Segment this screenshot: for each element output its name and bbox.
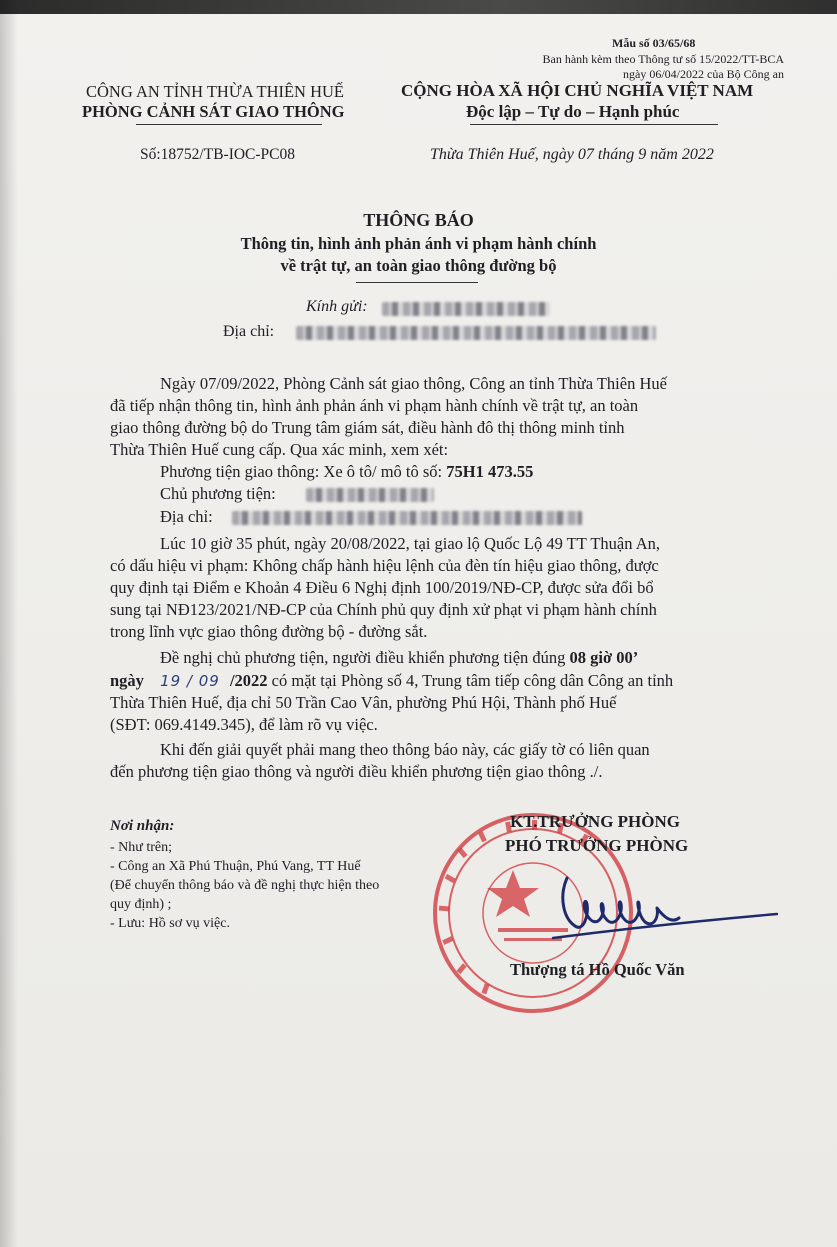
appointment-year: /2022 [229,671,268,690]
redacted-recipient [382,302,550,316]
form-number: Mẫu số 03/65/68 [612,36,696,50]
body-line: Ngày 07/09/2022, Phòng Cảnh sát giao thông, Công an tỉnh Thừa Thiên Huế [160,374,667,393]
issued-with-line: Ban hành kèm theo Thông tư số 15/2022/TT-BCA [542,52,784,66]
recipient-item: quy định) ; [110,897,172,912]
date-label: ngày [110,671,144,690]
recipients-list [110,838,379,933]
body-line: Thừa Thiên Huế cung cấp. Qua xác minh, xem xét: [110,440,449,459]
nation-motto: Độc lập – Tự do – Hạnh phúc [466,102,680,121]
signer-name: Thượng tá Hồ Quốc Văn [510,960,685,979]
license-plate: 75H1 473.55 [446,462,534,481]
redacted-owner [306,488,434,502]
recipients-title: Nơi nhận: [110,818,175,834]
signature-title-1: KT.TRƯỞNG PHÒNG [510,812,680,831]
recipient-item: - Công an Xã Phú Thuận, Phú Vang, TT Huế [110,859,361,874]
body-line: có dấu hiệu vi phạm: Không chấp hành hiệu lệnh của đèn tín hiệu giao thông, được [110,556,659,575]
request-text: Đề nghị chủ phương tiện, người điều khiển phương tiện đúng [160,648,570,667]
request-line [160,648,638,668]
agency-name: CÔNG AN TỈNH THỪA THIÊN HUẾ [86,82,345,101]
body-line: quy định tại Điểm e Khoản 4 Điều 6 Nghị định 100/2019/NĐ-CP, được sửa đổi bổ [110,578,654,597]
body-line: giao thông đường bộ do Trung tâm giám sát, điều hành đô thị thông minh tỉnh [110,418,625,437]
subtitle-underline [356,282,478,283]
owner-address-label: Địa chỉ: [160,507,213,526]
scan-top-edge [0,0,837,14]
department-name: PHÒNG CẢNH SÁT GIAO THÔNG [82,102,345,121]
appointment-time: 08 giờ 00’ [569,648,639,667]
issued-with-note [484,52,784,82]
scan-shadow [0,0,18,1247]
agency-underline [136,124,322,125]
redacted-address [296,326,656,340]
document-subtitle-2: về trật tự, an toàn giao thông đường bộ [280,256,557,275]
nation-name: CỘNG HÒA XÃ HỘI CHỦ NGHĨA VIỆT NAM [401,81,754,100]
body-line: đã tiếp nhận thông tin, hình ảnh phản ánh vi phạm hành chính về trật tự, an toàn [110,396,639,415]
body-line: Thừa Thiên Huế, địa chỉ 50 Trần Cao Vân, phường Phú Hội, Thành phố Huế [110,693,617,712]
handwritten-date: 19 / 09 [160,672,220,690]
document-number: Số:18752/TB-IOC-PC08 [140,146,296,163]
request-text: có mặt tại Phòng số 4, Trung tâm tiếp công dân Công an tỉnh [267,671,674,690]
request-date-line [110,671,673,691]
body-line: đến phương tiện giao thông và người điều khiển phương tiện giao thông ./. [110,762,603,781]
body-line: Lúc 10 giờ 35 phút, ngày 20/08/2022, tại giao lộ Quốc Lộ 49 TT Thuận An, [160,534,661,553]
body-line: (SĐT: 069.4149.345), để làm rõ vụ việc. [110,715,378,734]
body-line: trong lĩnh vực giao thông đường bộ - đường sắt. [110,622,428,641]
signature-title-2: PHÓ TRƯỞNG PHÒNG [505,836,689,855]
document-subtitle-1: Thông tin, hình ảnh phản ánh vi phạm hành chính [240,234,597,253]
redacted-owner-address [232,511,582,525]
recipient-item: (Để chuyển thông báo và đề nghị thực hiện theo [110,878,380,893]
place-date: Thừa Thiên Huế, ngày 07 tháng 9 năm 2022 [430,146,714,163]
recipient-item: - Như trên; [110,840,173,855]
vehicle-label: Phương tiện giao thông: Xe ô tô/ mô tô số: [160,462,447,481]
owner-label: Chủ phương tiện: [160,484,276,503]
recipient-address-label: Địa chỉ: [223,323,275,340]
recipient-item: - Lưu: Hồ sơ vụ việc. [110,916,230,931]
document-title: THÔNG BÁO [363,210,474,230]
motto-underline [470,124,718,125]
issued-with-line: ngày 06/04/2022 của Bộ Công an [623,67,784,81]
body-line: Khi đến giải quyết phải mang theo thông báo này, các giấy tờ có liên quan [160,740,650,759]
handwritten-signature-icon [545,856,785,946]
body-line: sung tại NĐ123/2021/NĐ-CP của Chính phủ quy định xử phạt vi phạm hành chính [110,600,657,619]
vehicle-line [160,462,533,482]
recipient-label: Kính gửi: [306,298,368,315]
